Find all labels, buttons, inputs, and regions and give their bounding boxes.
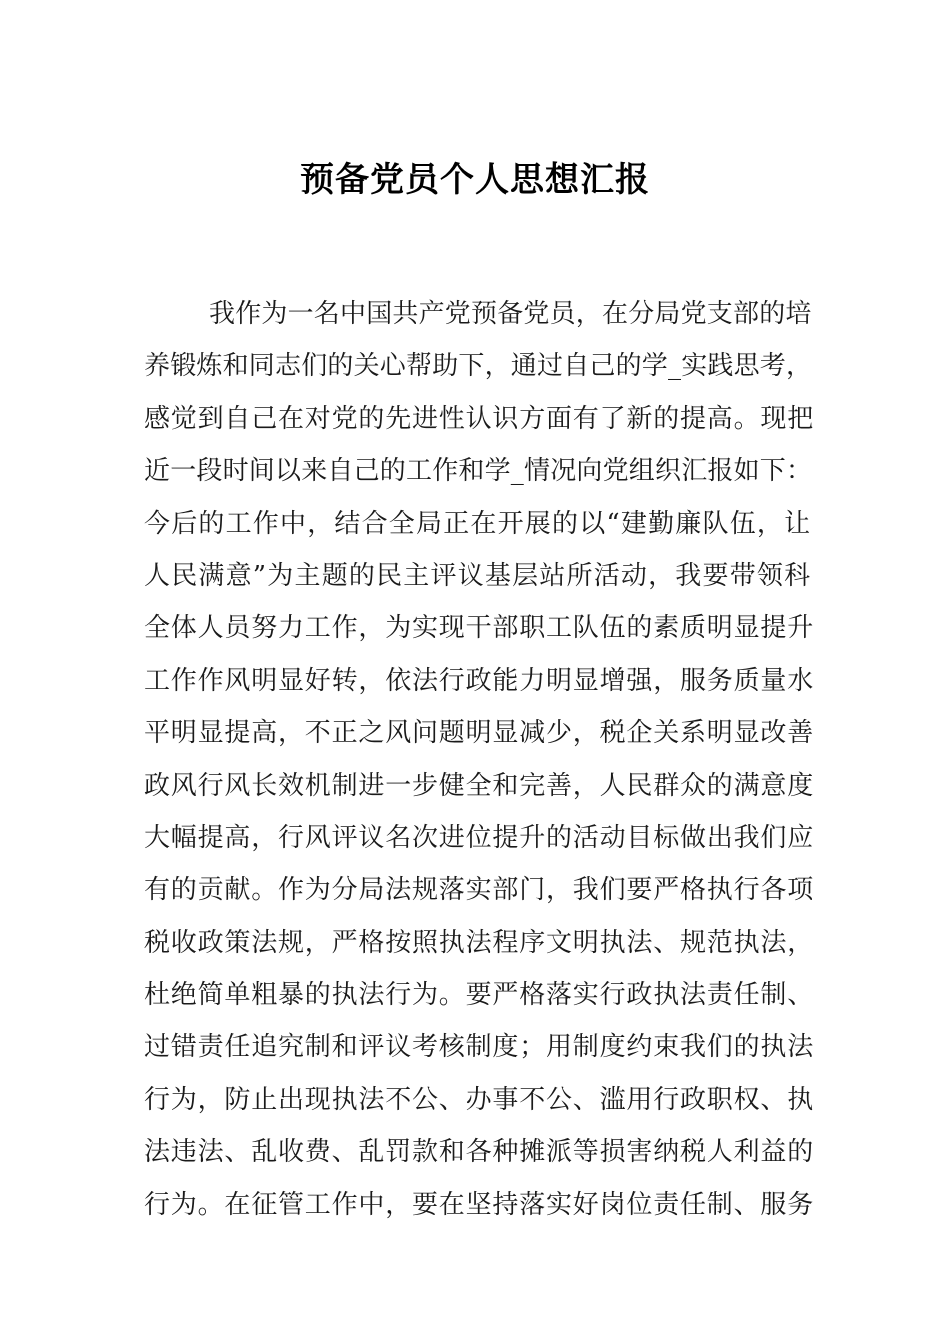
body-line: 感觉到自己在对党的先进性认识方面有了新的提高。现把 (144, 403, 815, 434)
body-line: 行为。在征管工作中，要在坚持落实好岗位责任制、服务 (144, 1189, 815, 1220)
body-line: 政风行风长效机制进一步健全和完善，人民群众的满意度 (144, 770, 815, 801)
body-line: 大幅提高，行风评议名次进位提升的活动目标做出我们应 (144, 822, 815, 853)
body-line: 我作为一名中国共产党预备党员，在分局党支部的培 (209, 299, 812, 329)
body-line: 过错责任追究制和评议考核制度；用制度约束我们的执法 (144, 1032, 815, 1063)
body-line: 有的贡献。作为分局法规落实部门，我们要严格执行各项 (144, 875, 815, 906)
document-body (144, 288, 814, 1231)
document-title: 预备党员个人思想汇报 (300, 160, 650, 200)
body-line: 税收政策法规，严格按照执法程序文明执法、规范执法， (144, 927, 815, 958)
body-line: 工作作风明显好转，依法行政能力明显增强，服务质量水 (144, 665, 815, 696)
body-line: 养锻炼和同志们的关心帮助下，通过自己的学_实践思考， (144, 351, 813, 382)
body-line: 行为，防止出现执法不公、办事不公、滥用行政职权、执 (144, 1084, 815, 1115)
body-line: 人民满意”为主题的民主评议基层站所活动，我要带领科 (144, 560, 812, 591)
body-line: 平明显提高，不正之风问题明显减少，税企关系明显改善 (144, 718, 815, 749)
body-line: 今后的工作中，结合全局正在开展的以“建勤廉队伍，让 (144, 508, 812, 539)
body-line: 全体人员努力工作，为实现干部职工队伍的素质明显提升 (144, 613, 815, 644)
body-line: 杜绝简单粗暴的执法行为。要严格落实行政执法责任制、 (144, 980, 815, 1011)
body-line: 法违法、乱收费、乱罚款和各种摊派等损害纳税人利益的 (144, 1137, 815, 1168)
body-line: 近一段时间以来自己的工作和学_情况向党组织汇报如下： (144, 456, 813, 487)
